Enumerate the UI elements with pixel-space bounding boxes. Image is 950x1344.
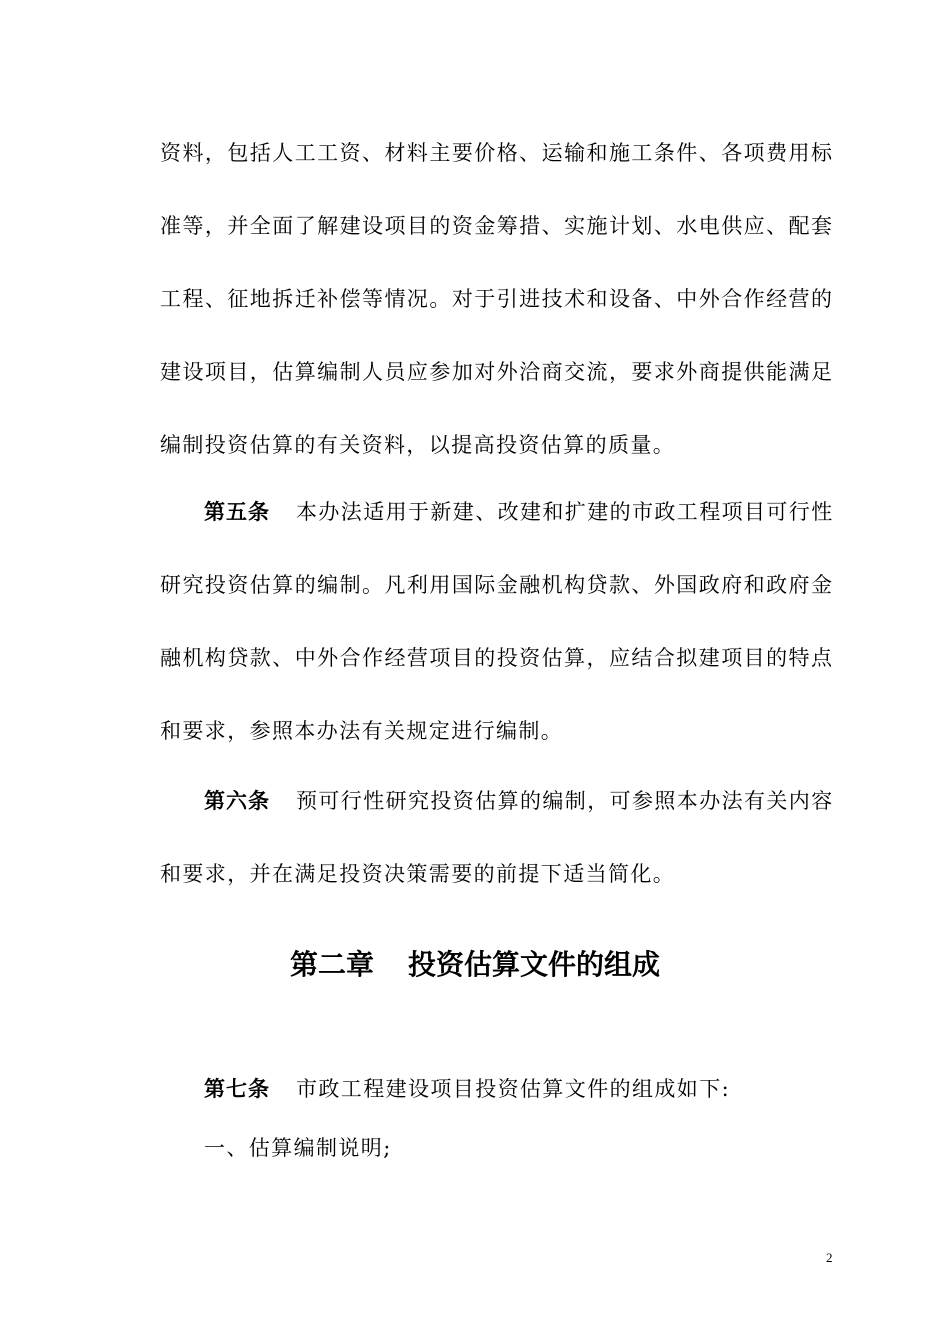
article-7-label: 第七条 — [204, 1076, 270, 1101]
para-line: 融机构贷款、中外合作经营项目的投资估算，应结合拟建项目的特点 — [160, 646, 832, 670]
article-6-label: 第六条 — [204, 788, 270, 813]
article-7-line — [204, 1074, 730, 1104]
article-6-first-line — [204, 786, 834, 816]
article-5-first-line — [204, 497, 834, 527]
para-line: 工程、征地拆迁补偿等情况。对于引进技术和设备、中外合作经营的 — [160, 287, 832, 311]
page-number: 2 — [826, 1250, 833, 1265]
article-5-label: 第五条 — [204, 499, 270, 524]
article-7-text: 市政工程建设项目投资估算文件的组成如下: — [296, 1077, 731, 1101]
chapter-number: 第二章 — [289, 948, 374, 981]
para-line: 研究投资估算的编制。凡利用国际金融机构贷款、外国政府和政府金 — [160, 573, 832, 597]
para-line: 和要求，并在满足投资决策需要的前提下适当简化。 — [160, 862, 676, 886]
chapter-heading — [0, 945, 950, 985]
para-line: 准等，并全面了解建设项目的资金筹措、实施计划、水电供应、配套 — [160, 214, 832, 238]
para-line: 和要求，参照本办法有关规定进行编制。 — [160, 719, 564, 743]
chapter-title: 投资估算文件的组成 — [408, 948, 661, 981]
para-line: 编制投资估算的有关资料，以提高投资估算的质量。 — [160, 433, 676, 457]
para-line: 建设项目，估算编制人员应参加对外洽商交流，要求外商提供能满足 — [160, 360, 832, 384]
list-item: 一、估算编制说明; — [204, 1136, 392, 1160]
para-line: 资料，包括人工工资、材料主要价格、运输和施工条件、各项费用标 — [160, 141, 832, 165]
article-6-text: 预可行性研究投资估算的编制，可参照本办法有关内容 — [296, 789, 834, 813]
article-5-text: 本办法适用于新建、改建和扩建的市政工程项目可行性 — [296, 500, 834, 524]
